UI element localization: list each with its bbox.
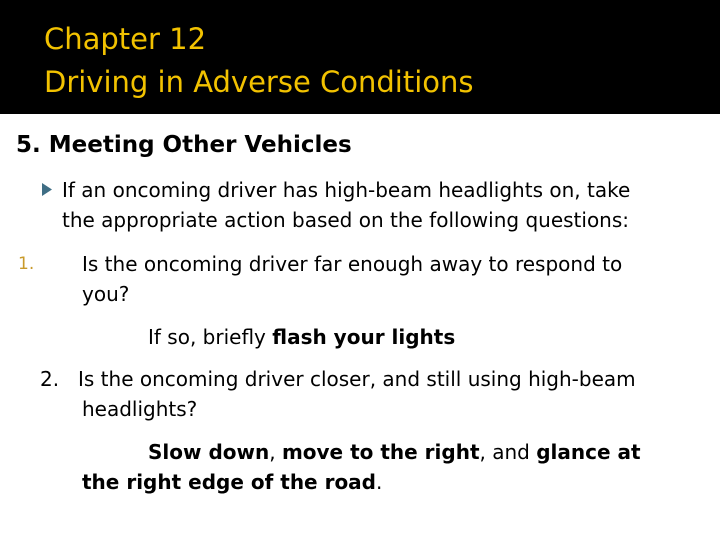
item-2-question-line-1: Is the oncoming driver closer, and still using high-beam [78, 367, 636, 391]
item-1-answer-bold: flash your lights [272, 325, 456, 349]
title-line-2: Driving in Adverse Conditions [44, 65, 474, 99]
slide-title [44, 18, 474, 104]
item-2-number: 2. [40, 367, 60, 391]
item-2-answer-bold-4: the right edge of the road [82, 470, 376, 494]
square-bullet-icon [42, 183, 52, 196]
item-2-answer-line-1 [148, 437, 641, 467]
title-line-1: Chapter 12 [44, 22, 207, 56]
item-2-answer-bold-3: glance at [536, 440, 641, 464]
bullet-line-2: the appropriate action based on the following questions: [62, 208, 630, 232]
item-2-answer-sep-2: , and [479, 440, 537, 464]
bullet-line-1: If an oncoming driver has high-beam headlights on, take [62, 178, 631, 202]
bullet-text [62, 175, 712, 235]
item-1-question-line-2: you? [82, 282, 130, 306]
item-2-answer-line-2 [82, 467, 382, 497]
item-1-question-line-1: Is the oncoming driver far enough away to respond to [82, 252, 623, 276]
item-2-answer-sep-1: , [269, 440, 282, 464]
item-2-answer-bold-2: move to the right [281, 440, 480, 464]
item-2-answer-end: . [376, 470, 383, 494]
slide-content [0, 114, 720, 540]
item-2-answer-bold-1: Slow down [148, 440, 270, 464]
item-1-answer [148, 322, 455, 352]
item-1-answer-prefix: If so, briefly [148, 325, 273, 349]
item-1-number: 1. [18, 254, 35, 274]
section-heading: 5. Meeting Other Vehicles [16, 132, 352, 158]
item-2-question-line-2: headlights? [82, 397, 198, 421]
